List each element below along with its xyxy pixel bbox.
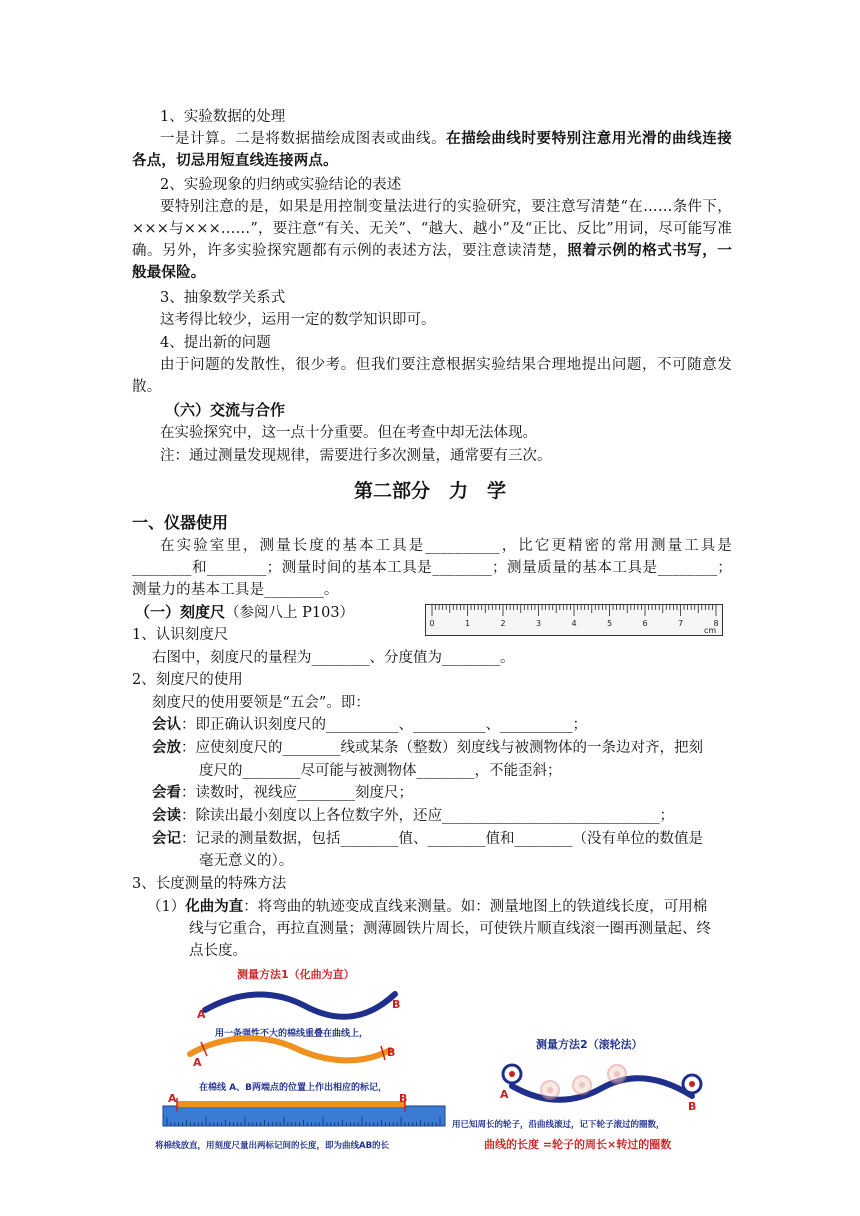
method1-text: ：将弯曲的轨迹变成直线来测量。如：测量地图上的铁道线长度，可用棉 bbox=[243, 899, 708, 915]
paragraph-math-relation: 这考得比较少，运用一定的数学知识即可。 bbox=[160, 312, 436, 328]
rule-item bbox=[199, 760, 562, 782]
figure1-label-a-top: A bbox=[197, 1008, 206, 1021]
text-bold: 在描绘曲线时要特别注意用光滑的曲线连接各点，切忌用短直线连接两点。 bbox=[132, 130, 732, 169]
wheel-ghost-3 bbox=[608, 1065, 626, 1083]
part-title: 第二部分 力 学 bbox=[353, 480, 506, 502]
figure1-caption3: 将棉线放直，用刻度尺量出两标记间的长度，即为曲线AB的长 bbox=[155, 1141, 390, 1151]
rule-text: ：应使刻度尺的________线或某条（整数）刻度线与被测物体的一条边对齐，把刻 bbox=[181, 740, 703, 756]
rule-label: 会放 bbox=[152, 739, 181, 756]
paragraph-new-questions: 由于问题的发散性，很少考。但我们要注意根据实验结果合理地提出问题，不可随意发散。 bbox=[132, 357, 732, 395]
heading-data-processing: 1、实验数据的处理 bbox=[160, 109, 286, 125]
rule-text: ：记录的测量数据，包括________值、________值和________（没有单位的数值是 bbox=[181, 831, 703, 847]
paragraph-data-processing bbox=[132, 128, 732, 172]
figure1-title: 测量方法1（化曲为直） bbox=[237, 968, 355, 981]
wheel-end bbox=[683, 1075, 701, 1093]
ruler-tick-label: 0 bbox=[429, 619, 435, 628]
rule-label: 会记 bbox=[152, 830, 181, 847]
figure1-label-b-bottom: B bbox=[399, 1092, 408, 1105]
method1-line3: 点长度。 bbox=[189, 943, 247, 959]
rule-item bbox=[152, 828, 703, 850]
rule-item bbox=[152, 737, 703, 759]
curve-wheel bbox=[512, 1078, 692, 1099]
rule-text: ：即正确认识刻度尺的__________、__________、__________； bbox=[181, 717, 587, 733]
heading-use-ruler: 2、刻度尺的使用 bbox=[132, 672, 243, 688]
figure2-caption1: 用已知周长的轮子，沿曲线滚过，记下轮子滚过的圈数， bbox=[452, 1120, 665, 1130]
ruler-tick-label: 4 bbox=[571, 619, 577, 628]
thread-curve bbox=[190, 1038, 390, 1060]
method1-line1 bbox=[147, 896, 707, 918]
paragraph-conclusion bbox=[132, 196, 732, 284]
method1-line2: 线与它重合，再拉直测量；测薄圆铁片周长，可使铁片顺直线滚一圈再测量起、终 bbox=[189, 921, 711, 937]
ruler-tick-label: 2 bbox=[500, 619, 506, 628]
ruler-tick-label: 5 bbox=[607, 619, 613, 628]
figure1-label-b-mid: B bbox=[387, 1046, 396, 1059]
figure1-label-b-top: B bbox=[392, 998, 401, 1011]
rule-text: ：除读出最小刻度以上各位数字外，还应______________________________； bbox=[181, 808, 674, 824]
ruler-tick-label: 7 bbox=[678, 619, 684, 628]
ruler-figure bbox=[425, 604, 723, 636]
ruler-tick-label: 8 bbox=[713, 619, 719, 628]
paragraph-communication: 在实验探究中，这一点十分重要。但在考查中却无法体现。 bbox=[160, 425, 537, 441]
curve-ab bbox=[205, 994, 395, 1017]
heading-conclusion: 2、实验现象的归纳或实验结论的表述 bbox=[160, 177, 402, 193]
subsection-title-ruler bbox=[135, 601, 354, 624]
rule-item bbox=[199, 850, 293, 872]
figure1-label-a-bottom: A bbox=[168, 1092, 177, 1105]
bottom-ruler bbox=[163, 1106, 445, 1126]
figure-method-wheel bbox=[452, 1032, 737, 1157]
ruler-tick-label: 1 bbox=[465, 619, 471, 628]
paragraph-know-ruler: 右图中，刻度尺的量程为________、分度值为________。 bbox=[152, 650, 515, 666]
heading-math-relation: 3、抽象数学关系式 bbox=[160, 290, 286, 306]
ruler-tick-label: 3 bbox=[536, 619, 542, 628]
text-bold: 照着示例的格式书写，一般最保险。 bbox=[132, 242, 732, 281]
rule-item bbox=[152, 714, 587, 736]
rule-text: ：读数时，视线应________刻度尺； bbox=[181, 785, 413, 801]
paragraph-instruments: 在实验室里，测量长度的基本工具是__________，比它更精密的常用测量工具是________和________；测量时间的基本工具是________；测量质量的基本工具是________；测量力的基本工具是________。 bbox=[132, 538, 732, 598]
rule-label: 会读 bbox=[152, 807, 181, 824]
rule-item bbox=[152, 805, 674, 827]
method1-name: 化曲为直 bbox=[185, 898, 244, 915]
subsection-title-text: （一）刻度尺 bbox=[135, 603, 226, 621]
rule-text: 毫无意义的）。 bbox=[199, 853, 294, 869]
ruler-unit-label: cm bbox=[704, 626, 717, 635]
section-title-instruments: 一、仪器使用 bbox=[132, 513, 229, 532]
heading-special-methods: 3、长度测量的特殊方法 bbox=[132, 876, 287, 892]
rule-label: 会认 bbox=[152, 716, 181, 733]
figure2-label-b: B bbox=[688, 1100, 697, 1113]
ruler-tick-label: 6 bbox=[642, 619, 648, 628]
figure1-caption1: 用一条弹性不大的棉线重叠在曲线上， bbox=[215, 1029, 369, 1039]
text-normal: 要特别注意的是，如果是用控制变量法进行的实验研究，要注意写清楚“在……条件下，×××与×××……”，要注意“有关、无关”、“越大、越小”及“正比、反比”用词，尽可能写准确。另外，许多实验探究题都有示例的表述方法，要注意读清楚， bbox=[132, 199, 732, 259]
note: 注：通过测量发现规律，需要进行多次测量，通常要有三次。 bbox=[160, 448, 552, 464]
heading-new-questions: 4、提出新的问题 bbox=[160, 335, 271, 351]
wheel-ghost-2 bbox=[573, 1076, 591, 1094]
heading-know-ruler: 1、认识刻度尺 bbox=[132, 627, 229, 643]
wheel-start bbox=[503, 1065, 521, 1083]
heading-communication: （六）交流与合作 bbox=[165, 401, 286, 419]
figure2-title: 测量方法2（滚轮法） bbox=[536, 1038, 643, 1051]
figure2-label-a: A bbox=[500, 1088, 509, 1101]
figure2-caption2: 曲线的长度 =轮子的周长×转过的圈数 bbox=[484, 1138, 672, 1151]
rule-label: 会看 bbox=[152, 784, 181, 801]
figure1-caption2: 在棉线 A、B两端点的位置上作出相应的标记， bbox=[199, 1083, 387, 1093]
figure-method-straighten bbox=[155, 962, 455, 1162]
text-normal: 一是计算。二是将数据描绘成图表或曲线。 bbox=[160, 131, 447, 147]
paragraph-five-rules: 刻度尺的使用要领是“五会”。即： bbox=[152, 695, 370, 711]
rule-item bbox=[152, 782, 413, 804]
rule-text: 度尺的________尽可能与被测物体________，不能歪斜； bbox=[199, 763, 562, 779]
wheel-ghost-1 bbox=[541, 1081, 559, 1099]
subsection-reference: （参阅八上 P103） bbox=[225, 605, 355, 621]
figure1-label-a-mid: A bbox=[193, 1056, 202, 1069]
method1-number: （1） bbox=[147, 899, 186, 915]
